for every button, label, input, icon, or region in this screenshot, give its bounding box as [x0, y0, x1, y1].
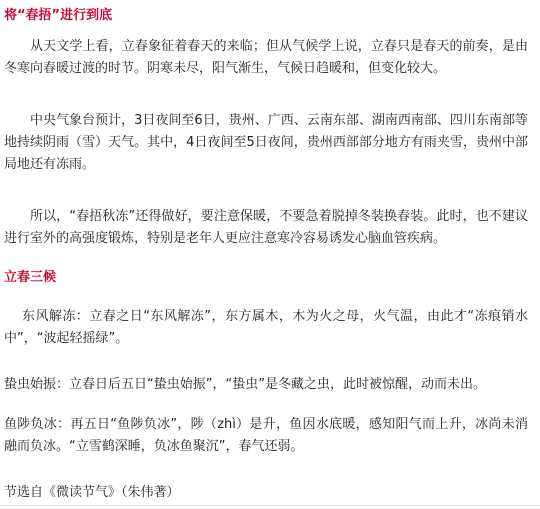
section-heading-chunwu: 将“春捂”进行到底 — [4, 8, 113, 23]
source-citation: 节选自《微读节气》（朱伟著） — [4, 485, 180, 500]
paragraph-pentad-3: 鱼陟负冰：再五日“鱼陟负冰”，陟（zhì）是升，鱼因水底暖，感知阳气而上升，冰尚未消融而负冰。“立雪鹤深睡，负冰鱼聚沉”，春气还弱。 — [4, 417, 528, 454]
paragraph-forecast: 中央气象台预计，3日夜间至6日，贵州、广西、云南东部、湖南西南部、四川东南部等地持续阴雨（雪）天气。其中，4日夜间至5日夜间，贵州西部部分地方有雨夹雪，贵州中部局地还有冻雨。 — [4, 113, 528, 172]
paragraph-pentad-1: 东风解冻：立春之日“东风解冻”，东方属木，木为火之母，火气温，由此才“冻痕销水中”，“波起轻摇绿”。 — [4, 309, 528, 346]
paragraph-astronomy: 从天文学上看，立春象征着春天的来临；但从气候学上说，立春只是春天的前奏，是由冬寒向春暖过渡的时节。阴寒未尽，阳气渐生，气候日趋暖和，但变化较大。 — [4, 39, 528, 76]
bottom-divider — [0, 505, 540, 506]
paragraph-advice: 所以，“春捂秋冻”还得做好，要注意保暖，不要急着脱掉冬装换春装。此时，也不建议进行室外的高强度锻炼，特别是老年人更应注意寒冷容易诱发心脑血管疾病。 — [4, 209, 528, 246]
section-heading-three-pentads: 立春三候 — [4, 270, 57, 285]
paragraph-pentad-2: 蛰虫始振：立春日后五日“蛰虫始振”，“蛰虫”是冬藏之虫，此时被惊醒，动而未出。 — [4, 377, 486, 392]
